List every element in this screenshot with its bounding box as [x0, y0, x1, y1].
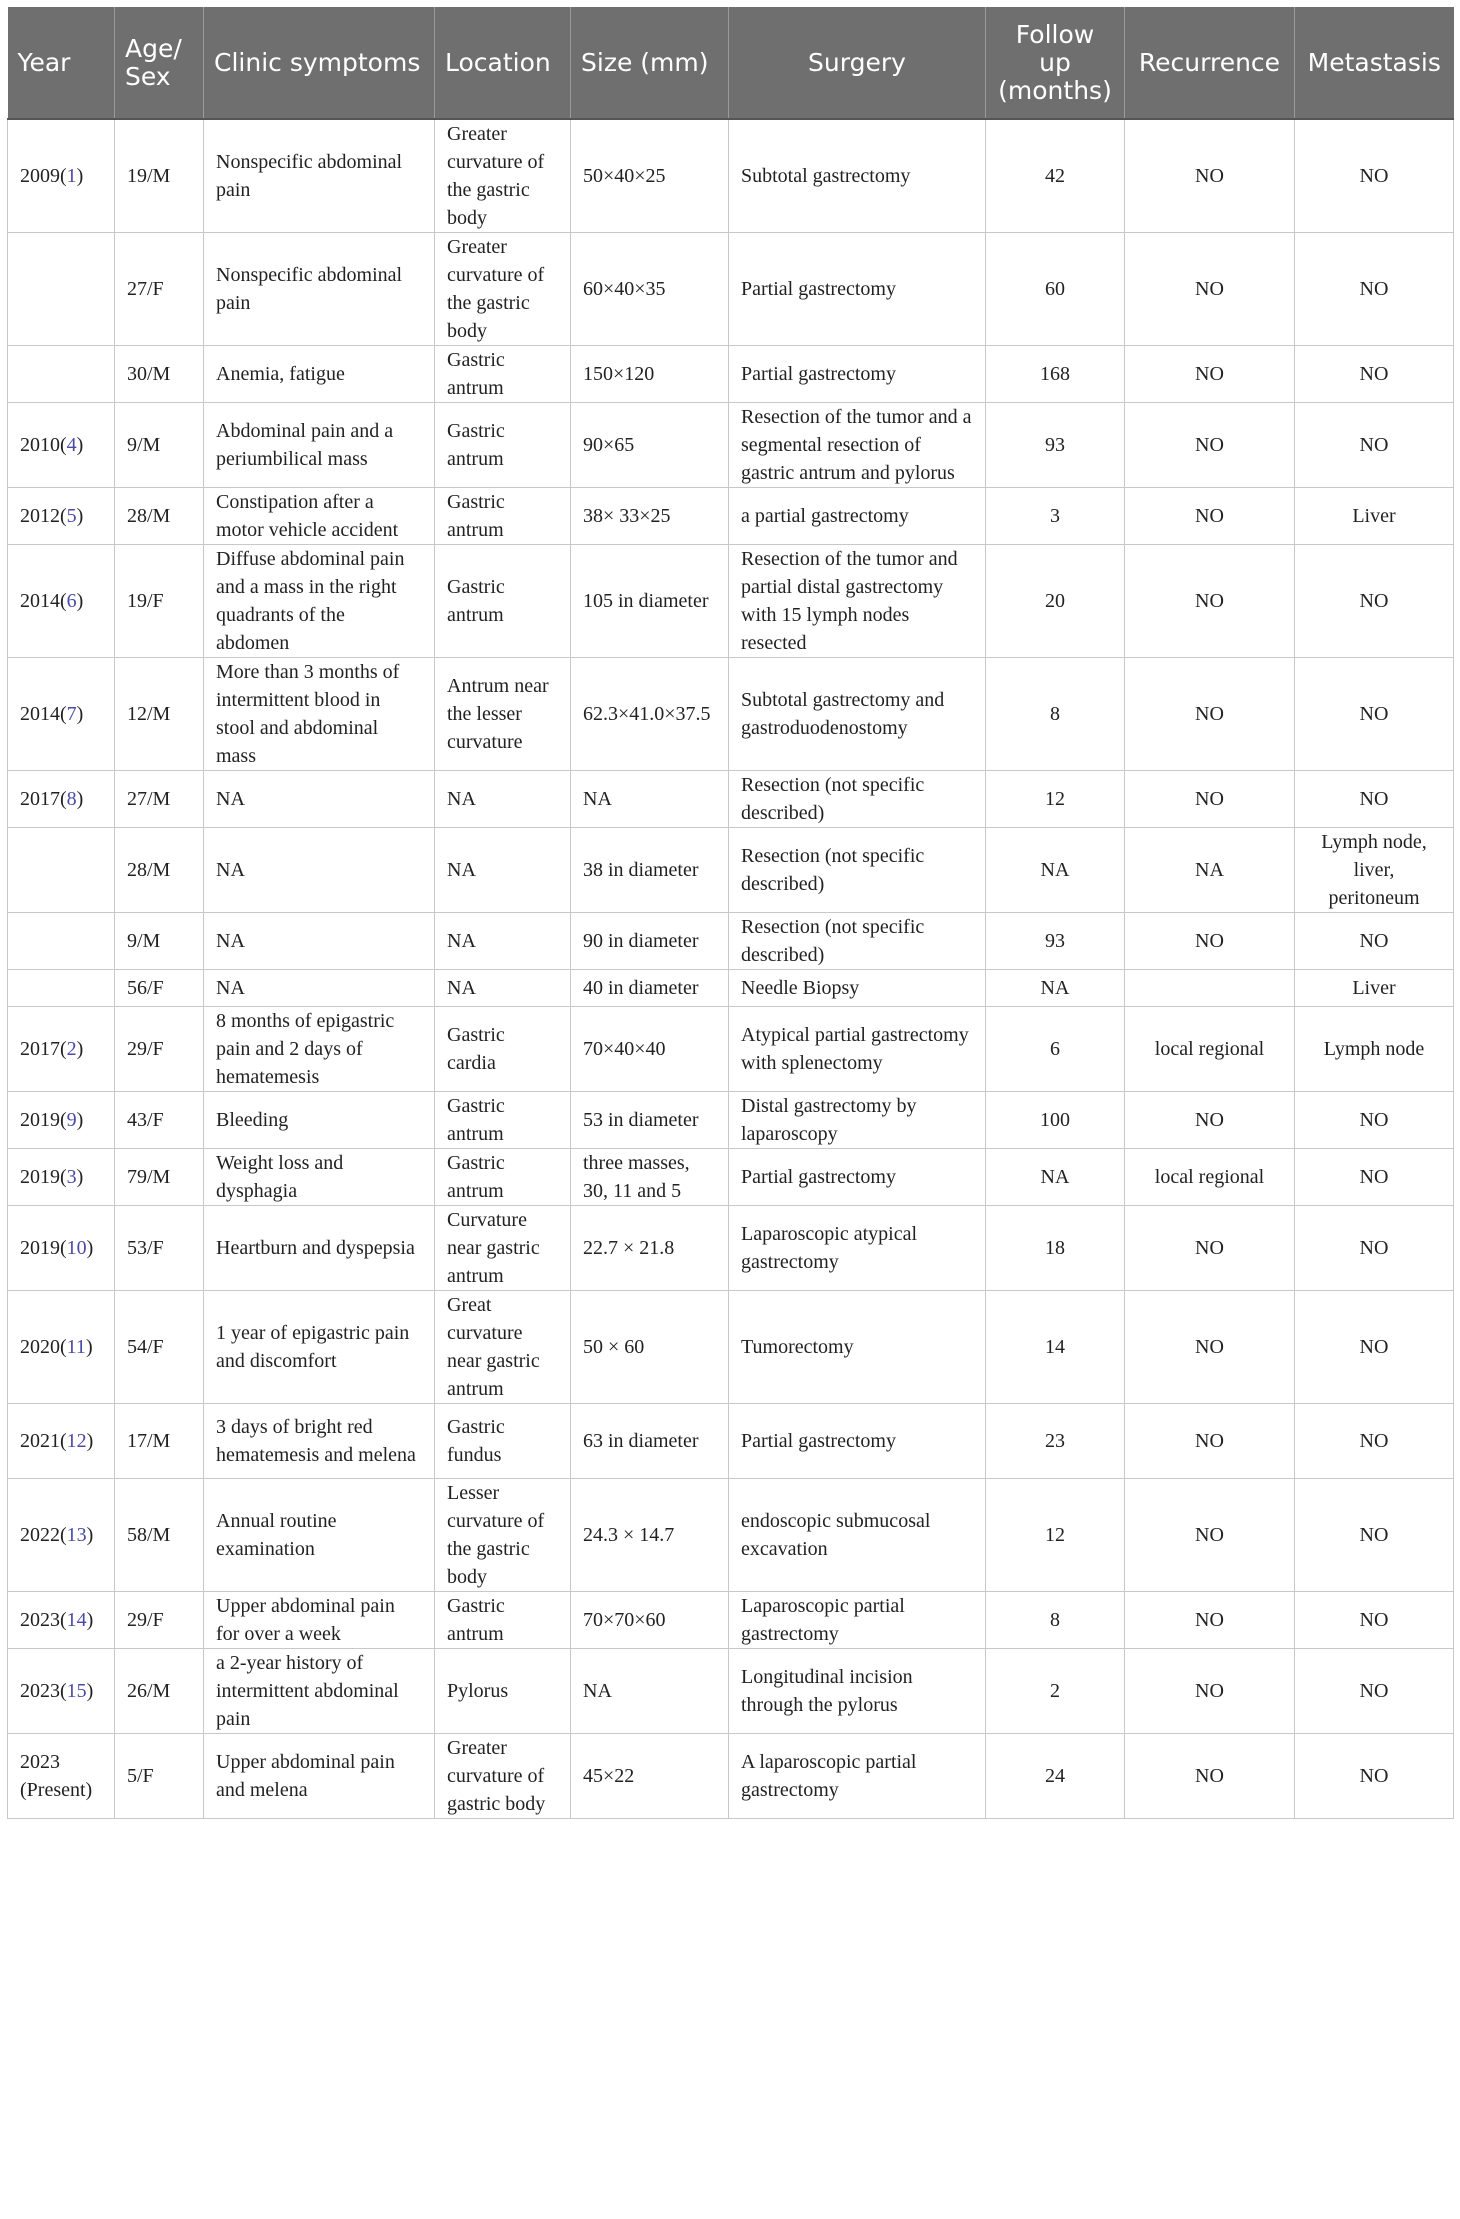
cell-surgery: Atypical partial gastrectomy with splenectomy [729, 1007, 986, 1092]
header-clinic-symptoms: Clinic symptoms [204, 7, 435, 119]
cell-follow-up: 24 [986, 1734, 1125, 1819]
cell-clinic-symptoms: NA [204, 771, 435, 828]
table-row [8, 1092, 1454, 1149]
cell-follow-up: 12 [986, 1479, 1125, 1592]
table-body [8, 119, 1454, 1819]
year-citation [20, 788, 83, 810]
year-text-end: ) [76, 1038, 84, 1060]
table-row [8, 771, 1454, 828]
cell-recurrence: NO [1125, 119, 1295, 233]
cell-year [8, 1149, 115, 1206]
header-age-sex: Age/ Sex [115, 7, 204, 119]
cell-year [8, 1404, 115, 1479]
table-row [8, 828, 1454, 913]
cell-follow-up: NA [986, 1149, 1125, 1206]
year-citation [20, 1609, 93, 1631]
cell-size: 24.3 × 14.7 [571, 1479, 729, 1592]
cell-size: 50×40×25 [571, 119, 729, 233]
year-citation [20, 1166, 83, 1188]
year-citation [20, 1524, 93, 1546]
cell-age-sex: 17/M [115, 1404, 204, 1479]
cell-surgery: Laparoscopic atypical gastrectomy [729, 1206, 986, 1291]
cell-surgery: Subtotal gastrectomy and gastroduodenostomy [729, 658, 986, 771]
table-row [8, 1007, 1454, 1092]
cell-metastasis: Lymph node [1295, 1007, 1454, 1092]
cell-recurrence: NO [1125, 1092, 1295, 1149]
cell-year [8, 1592, 115, 1649]
table-row [8, 233, 1454, 346]
case-table-container [7, 7, 1453, 1819]
table-row [8, 1734, 1454, 1819]
cell-age-sex: 28/M [115, 828, 204, 913]
cell-location: Gastric antrum [435, 1592, 571, 1649]
cell-clinic-symptoms: Bleeding [204, 1092, 435, 1149]
cell-location: Pylorus [435, 1649, 571, 1734]
cell-age-sex: 43/F [115, 1092, 204, 1149]
year-text-end: ) [76, 434, 84, 456]
cell-recurrence: NO [1125, 403, 1295, 488]
cell-follow-up: 168 [986, 346, 1125, 403]
cell-age-sex: 58/M [115, 1479, 204, 1592]
cell-metastasis: NO [1295, 913, 1454, 970]
cell-surgery: Laparoscopic partial gastrectomy [729, 1592, 986, 1649]
cell-metastasis: NO [1295, 1734, 1454, 1819]
table-row [8, 1649, 1454, 1734]
cell-clinic-symptoms: Weight loss and dysphagia [204, 1149, 435, 1206]
cell-follow-up: 3 [986, 488, 1125, 545]
cell-follow-up: 20 [986, 545, 1125, 658]
cell-surgery: Longitudinal incision through the pylorus [729, 1649, 986, 1734]
year-citation [20, 165, 83, 187]
cell-clinic-symptoms: Diffuse abdominal pain and a mass in the right quadrants of the abdomen [204, 545, 435, 658]
cell-surgery: Partial gastrectomy [729, 1149, 986, 1206]
cell-size: 90 in diameter [571, 913, 729, 970]
cell-follow-up: 93 [986, 403, 1125, 488]
cell-location: Gastric antrum [435, 403, 571, 488]
cell-recurrence: NO [1125, 545, 1295, 658]
table-row [8, 1149, 1454, 1206]
year-text-end: ) [86, 1237, 94, 1259]
year-text: 2017( [20, 1038, 67, 1060]
cell-clinic-symptoms: NA [204, 970, 435, 1007]
cell-location: NA [435, 913, 571, 970]
cell-location: Lesser curvature of the gastric body [435, 1479, 571, 1592]
year-citation [20, 1430, 93, 1452]
cell-year [8, 913, 115, 970]
cell-age-sex: 19/F [115, 545, 204, 658]
cell-year [8, 1007, 115, 1092]
year-text-end: ) [85, 1336, 93, 1358]
cell-year [8, 970, 115, 1007]
table-row [8, 119, 1454, 233]
cell-clinic-symptoms: a 2-year history of intermittent abdominal pain [204, 1649, 435, 1734]
cell-surgery: Partial gastrectomy [729, 1404, 986, 1479]
year-citation [20, 1237, 93, 1259]
cell-age-sex: 12/M [115, 658, 204, 771]
cell-clinic-symptoms: Upper abdominal pain and melena [204, 1734, 435, 1819]
cell-size: 60×40×35 [571, 233, 729, 346]
cell-recurrence: NO [1125, 346, 1295, 403]
cell-follow-up: 60 [986, 233, 1125, 346]
cell-year [8, 403, 115, 488]
cell-recurrence: NO [1125, 1291, 1295, 1404]
year-text-end: ) [76, 590, 84, 612]
year-text-end: ) [76, 1109, 84, 1131]
cell-location: Greater curvature of the gastric body [435, 233, 571, 346]
cell-age-sex: 53/F [115, 1206, 204, 1291]
cell-follow-up: 18 [986, 1206, 1125, 1291]
cell-recurrence: local regional [1125, 1149, 1295, 1206]
cell-metastasis: NO [1295, 233, 1454, 346]
cell-age-sex: 19/M [115, 119, 204, 233]
year-citation [20, 1680, 93, 1702]
cell-surgery: Partial gastrectomy [729, 346, 986, 403]
cell-location: Gastric antrum [435, 346, 571, 403]
table-row [8, 658, 1454, 771]
cell-clinic-symptoms: 1 year of epigastric pain and discomfort [204, 1291, 435, 1404]
cell-follow-up: 93 [986, 913, 1125, 970]
cell-year [8, 346, 115, 403]
year-text-end: ) [76, 1166, 84, 1188]
cell-recurrence: local regional [1125, 1007, 1295, 1092]
cell-size: NA [571, 771, 729, 828]
year-text: 2010( [20, 434, 67, 456]
year-text: 2019( [20, 1166, 67, 1188]
cell-clinic-symptoms: NA [204, 828, 435, 913]
cell-recurrence: NO [1125, 1592, 1295, 1649]
year-text: 2017( [20, 788, 67, 810]
cell-recurrence: NO [1125, 1649, 1295, 1734]
cell-follow-up: 8 [986, 658, 1125, 771]
cell-clinic-symptoms: More than 3 months of intermittent blood in stool and abdominal mass [204, 658, 435, 771]
cell-surgery: Distal gastrectomy by laparoscopy [729, 1092, 986, 1149]
cell-age-sex: 5/F [115, 1734, 204, 1819]
cell-location: Gastric antrum [435, 545, 571, 658]
year-text: 2023( [20, 1609, 67, 1631]
year-text: 2021( [20, 1430, 67, 1452]
cell-location: Great curvature near gastric antrum [435, 1291, 571, 1404]
cell-metastasis: NO [1295, 771, 1454, 828]
cell-metastasis: NO [1295, 658, 1454, 771]
header-metastasis: Metastasis [1295, 7, 1454, 119]
cell-age-sex: 30/M [115, 346, 204, 403]
table-row [8, 1479, 1454, 1592]
cell-recurrence: NO [1125, 1404, 1295, 1479]
year-text-end: ) [76, 505, 84, 527]
cell-size: 150×120 [571, 346, 729, 403]
cell-size: three masses, 30, 11 and 5 [571, 1149, 729, 1206]
year-text-end: ) [86, 1524, 94, 1546]
year-text: 2014( [20, 590, 67, 612]
cell-year [8, 828, 115, 913]
year-text-end: ) [76, 788, 84, 810]
year-citation [20, 1038, 83, 1060]
reference-link[interactable]: 5 [66, 505, 77, 527]
cell-year [8, 545, 115, 658]
cell-surgery: Partial gastrectomy [729, 233, 986, 346]
cell-size: 70×40×40 [571, 1007, 729, 1092]
year-citation [20, 590, 83, 612]
cell-metastasis: NO [1295, 403, 1454, 488]
year-citation [20, 505, 83, 527]
cell-follow-up: NA [986, 828, 1125, 913]
cell-surgery: Needle Biopsy [729, 970, 986, 1007]
table-row [8, 488, 1454, 545]
year-text-end: ) [86, 1430, 94, 1452]
header-recurrence: Recurrence [1125, 7, 1295, 119]
cell-year [8, 119, 115, 233]
cell-metastasis: NO [1295, 1092, 1454, 1149]
cell-follow-up: 2 [986, 1649, 1125, 1734]
year-text: 2020( [20, 1336, 67, 1358]
cell-location: NA [435, 771, 571, 828]
reference-link[interactable]: 7 [66, 703, 77, 725]
cell-clinic-symptoms: Annual routine examination [204, 1479, 435, 1592]
cell-year [8, 658, 115, 771]
cell-recurrence: NO [1125, 913, 1295, 970]
cell-clinic-symptoms: 3 days of bright red hematemesis and melena [204, 1404, 435, 1479]
cell-recurrence: NO [1125, 233, 1295, 346]
cell-clinic-symptoms: Heartburn and dyspepsia [204, 1206, 435, 1291]
reference-link[interactable]: 4 [66, 434, 77, 456]
cell-age-sex: 27/F [115, 233, 204, 346]
cell-follow-up: 6 [986, 1007, 1125, 1092]
cell-recurrence: NO [1125, 1206, 1295, 1291]
year-citation [20, 1336, 93, 1358]
cell-age-sex: 29/F [115, 1592, 204, 1649]
cell-size: 40 in diameter [571, 970, 729, 1007]
cell-size: 53 in diameter [571, 1092, 729, 1149]
reference-link[interactable]: 8 [66, 788, 77, 810]
cell-follow-up: 42 [986, 119, 1125, 233]
cell-size: 90×65 [571, 403, 729, 488]
table-row [8, 403, 1454, 488]
cell-follow-up: 14 [986, 1291, 1125, 1404]
cell-follow-up: 100 [986, 1092, 1125, 1149]
table-row [8, 1291, 1454, 1404]
year-text: 2014( [20, 703, 67, 725]
cell-metastasis: NO [1295, 1404, 1454, 1479]
cell-year [8, 1479, 115, 1592]
year-text: 2022( [20, 1524, 67, 1546]
cell-clinic-symptoms: Constipation after a motor vehicle accident [204, 488, 435, 545]
cell-metastasis: NO [1295, 1206, 1454, 1291]
cell-location: Greater curvature of gastric body [435, 1734, 571, 1819]
cell-size: 22.7 × 21.8 [571, 1206, 729, 1291]
cell-size: NA [571, 1649, 729, 1734]
table-row [8, 545, 1454, 658]
cell-metastasis: NO [1295, 1149, 1454, 1206]
cell-year [8, 1649, 115, 1734]
cell-location: Curvature near gastric antrum [435, 1206, 571, 1291]
cell-metastasis: NO [1295, 1592, 1454, 1649]
cell-location: Gastric antrum [435, 488, 571, 545]
cell-surgery: Resection of the tumor and partial distal gastrectomy with 15 lymph nodes resected [729, 545, 986, 658]
cell-recurrence: NO [1125, 771, 1295, 828]
cell-surgery: Subtotal gastrectomy [729, 119, 986, 233]
cell-clinic-symptoms: 8 months of epigastric pain and 2 days of hematemesis [204, 1007, 435, 1092]
cell-year [8, 1734, 115, 1819]
reference-link[interactable]: 10 [66, 1237, 87, 1259]
cell-size: 45×22 [571, 1734, 729, 1819]
year-text: 2009( [20, 165, 67, 187]
table-row [8, 1206, 1454, 1291]
cell-year [8, 233, 115, 346]
year-text: 2019( [20, 1237, 67, 1259]
cell-surgery: a partial gastrectomy [729, 488, 986, 545]
cell-surgery: A laparoscopic partial gastrectomy [729, 1734, 986, 1819]
cell-recurrence: NO [1125, 1734, 1295, 1819]
cell-surgery: Resection (not specific described) [729, 771, 986, 828]
year-citation [20, 1109, 83, 1131]
year-citation [20, 1751, 92, 1801]
cell-size: 105 in diameter [571, 545, 729, 658]
cell-clinic-symptoms: NA [204, 913, 435, 970]
cell-clinic-symptoms: Nonspecific abdominal pain [204, 119, 435, 233]
cell-size: 50 × 60 [571, 1291, 729, 1404]
reference-link[interactable]: 3 [66, 1166, 77, 1188]
cell-metastasis: NO [1295, 346, 1454, 403]
header-year: Year [8, 7, 115, 119]
cell-year [8, 1291, 115, 1404]
cell-location: Antrum near the lesser curvature [435, 658, 571, 771]
header-surgery: Surgery [729, 7, 986, 119]
cell-size: 38× 33×25 [571, 488, 729, 545]
reference-link[interactable]: 2 [66, 1038, 77, 1060]
cell-follow-up: 12 [986, 771, 1125, 828]
cell-metastasis: Lymph node, liver, peritoneum [1295, 828, 1454, 913]
year-text-end: ) [76, 703, 84, 725]
year-text: 2019( [20, 1109, 67, 1131]
cell-size: 38 in diameter [571, 828, 729, 913]
cell-follow-up: NA [986, 970, 1125, 1007]
table-row [8, 346, 1454, 403]
cell-location: Gastric fundus [435, 1404, 571, 1479]
reference-link[interactable]: 12 [66, 1430, 87, 1452]
cell-location: Greater curvature of the gastric body [435, 119, 571, 233]
cell-age-sex: 26/M [115, 1649, 204, 1734]
cell-metastasis: Liver [1295, 488, 1454, 545]
cell-metastasis: Liver [1295, 970, 1454, 1007]
cell-surgery: endoscopic submucosal excavation [729, 1479, 986, 1592]
cell-surgery: Resection of the tumor and a segmental resection of gastric antrum and pylorus [729, 403, 986, 488]
cell-age-sex: 56/F [115, 970, 204, 1007]
header-follow-up: Follow up (months) [986, 7, 1125, 119]
cell-location: Gastric cardia [435, 1007, 571, 1092]
reference-link[interactable]: 9 [66, 1109, 77, 1131]
cell-clinic-symptoms: Nonspecific abdominal pain [204, 233, 435, 346]
cell-recurrence: NO [1125, 658, 1295, 771]
reference-link[interactable]: 13 [66, 1524, 87, 1546]
header-row [8, 7, 1454, 119]
cell-age-sex: 29/F [115, 1007, 204, 1092]
table-row [8, 1404, 1454, 1479]
cell-metastasis: NO [1295, 1291, 1454, 1404]
cell-metastasis: NO [1295, 545, 1454, 658]
year-text-end: ) [86, 1609, 94, 1631]
cell-year [8, 1092, 115, 1149]
cell-clinic-symptoms: Abdominal pain and a periumbilical mass [204, 403, 435, 488]
cell-age-sex: 28/M [115, 488, 204, 545]
reference-link[interactable]: 6 [66, 590, 77, 612]
cell-location: Gastric antrum [435, 1092, 571, 1149]
cell-surgery: Resection (not specific described) [729, 828, 986, 913]
table-row [8, 970, 1454, 1007]
year-citation [20, 703, 83, 725]
cell-year [8, 488, 115, 545]
header-size: Size (mm) [571, 7, 729, 119]
cell-metastasis: NO [1295, 1649, 1454, 1734]
reference-link[interactable]: 1 [66, 165, 77, 187]
cell-clinic-symptoms: Anemia, fatigue [204, 346, 435, 403]
cell-location: NA [435, 828, 571, 913]
cell-size: 63 in diameter [571, 1404, 729, 1479]
cell-age-sex: 79/M [115, 1149, 204, 1206]
year-text-end: ) [86, 1680, 94, 1702]
year-text: 2012( [20, 505, 67, 527]
cell-recurrence [1125, 970, 1295, 1007]
cell-metastasis: NO [1295, 1479, 1454, 1592]
cell-age-sex: 9/M [115, 403, 204, 488]
header-location: Location [435, 7, 571, 119]
cell-metastasis: NO [1295, 119, 1454, 233]
year-text: 2023 (Present) [20, 1751, 93, 1801]
reference-link[interactable]: 15 [66, 1680, 87, 1702]
reference-link[interactable]: 14 [66, 1609, 87, 1631]
cell-year [8, 1206, 115, 1291]
cell-year [8, 771, 115, 828]
cell-size: 62.3×41.0×37.5 [571, 658, 729, 771]
reference-link[interactable]: 11 [66, 1336, 86, 1358]
year-citation [20, 434, 83, 456]
year-text: 2023( [20, 1680, 67, 1702]
cell-age-sex: 54/F [115, 1291, 204, 1404]
cell-age-sex: 27/M [115, 771, 204, 828]
cell-recurrence: NO [1125, 488, 1295, 545]
cell-follow-up: 23 [986, 1404, 1125, 1479]
cell-size: 70×70×60 [571, 1592, 729, 1649]
year-text-end: ) [76, 165, 84, 187]
cell-clinic-symptoms: Upper abdominal pain for over a week [204, 1592, 435, 1649]
case-table [7, 7, 1454, 1819]
cell-age-sex: 9/M [115, 913, 204, 970]
table-row [8, 1592, 1454, 1649]
cell-surgery: Tumorectomy [729, 1291, 986, 1404]
cell-follow-up: 8 [986, 1592, 1125, 1649]
cell-recurrence: NA [1125, 828, 1295, 913]
cell-location: Gastric antrum [435, 1149, 571, 1206]
cell-recurrence: NO [1125, 1479, 1295, 1592]
cell-location: NA [435, 970, 571, 1007]
cell-surgery: Resection (not specific described) [729, 913, 986, 970]
table-row [8, 913, 1454, 970]
